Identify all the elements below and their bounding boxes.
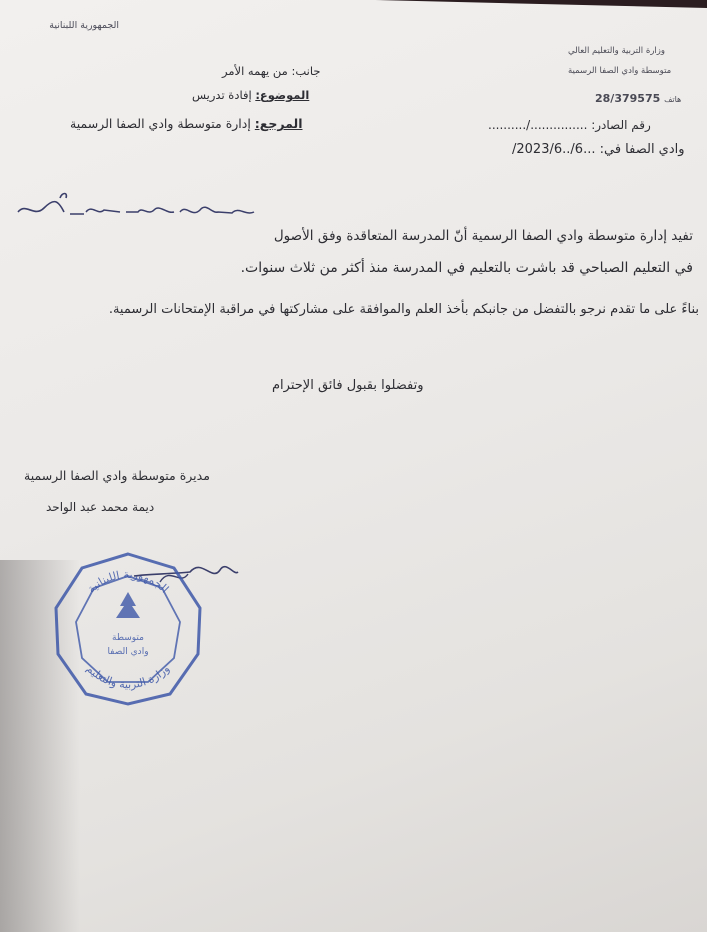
phone-label: هاتف — [664, 95, 682, 104]
cedar-icon — [116, 592, 140, 618]
closing-line: وتفضلوا بقبول فائق الإحترام — [272, 378, 424, 393]
stamp-center-1: متوسطة — [112, 633, 144, 643]
phone-number: 28/379575 — [595, 92, 661, 105]
reference-value: إدارة متوسطة وادي الصفا الرسمية — [70, 116, 251, 131]
body-line-3: بناءً على ما تقدم نرجو بالتفضل من جانبكم بأخذ العلم والموافقة على مشاركتها في مراقبة الإمتحانات الرسمية. — [108, 302, 699, 317]
handwritten-teacher-name — [14, 186, 264, 230]
issue-number: رقم الصادر: .............../.......... — [488, 118, 651, 132]
subject-line — [192, 88, 309, 102]
stamp-ring-bottom: وزارة التربية والتعليم — [83, 662, 173, 692]
signatory-name: ديمة محمد عبد الواحد — [46, 500, 155, 514]
letterhead-phone — [595, 92, 681, 105]
body-line-1: تفيد إدارة متوسطة وادي الصفا الرسمية أنّ المدرسة المتعاقدة وفق الأصول — [273, 228, 693, 244]
body-line-2: في التعليم الصباحي قد باشرت بالتعليم في المدرسة منذ أكثر من ثلاث سنوات. — [240, 260, 693, 276]
recipient-line: جانب: من يهمه الأمر — [222, 64, 321, 78]
issue-date: وادي الصفا في: ...6/..2023/6/ — [512, 142, 685, 157]
subject-value: إفادة تدريس — [192, 88, 252, 102]
stamp-ring-top: الجمهورية اللبنانية — [84, 567, 172, 596]
subject-label: الموضوع: — [255, 88, 310, 102]
svg-text:وزارة التربية والتعليم — [84, 662, 172, 691]
reference-line — [70, 116, 302, 131]
reference-label: المرجع: — [254, 116, 303, 131]
letterhead-school: متوسطة وادي الصفا الرسمية — [568, 66, 672, 76]
signatory-title: مديرة متوسطة وادي الصفا الرسمية — [24, 468, 210, 483]
official-stamp — [48, 548, 208, 708]
letterhead-ministry: وزارة التربية والتعليم العالي — [568, 46, 666, 56]
svg-text:الجمهورية اللبنانية — [85, 568, 171, 596]
letterhead-republic: الجمهورية اللبنانية — [49, 20, 119, 31]
stamp-center-2: وادي الصفا — [107, 647, 149, 657]
